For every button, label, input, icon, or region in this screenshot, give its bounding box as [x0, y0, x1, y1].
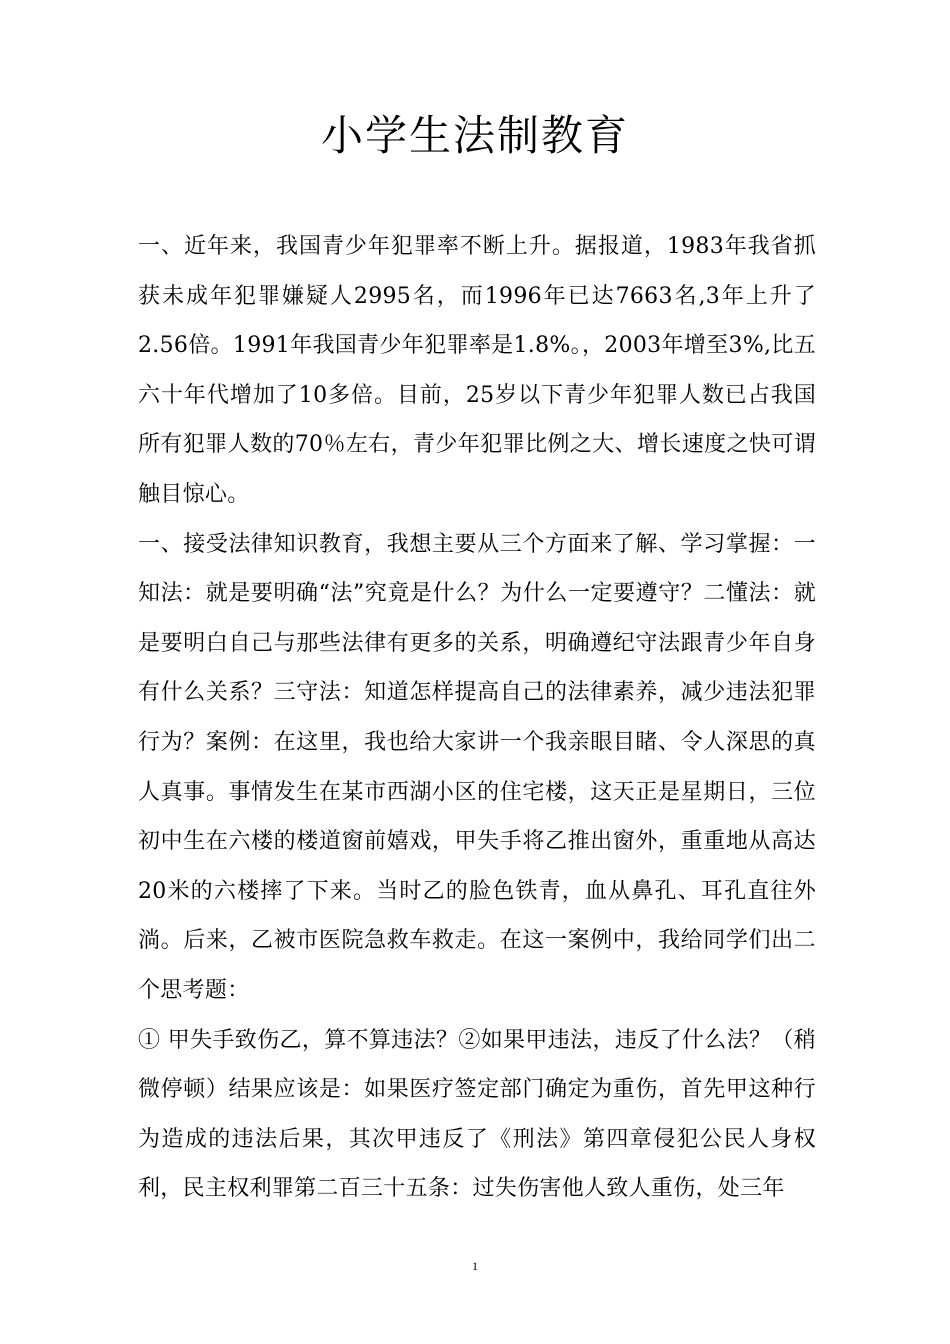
- page-number: 1: [472, 1259, 478, 1273]
- paragraph-crime-statistics: 一、近年来，我国青少年犯罪率不断上升。据报道，1983年我省抓获未成年犯罪嫌疑人2995名，而1996年已达7663名,3年上升了2.56倍。1991年我国青少年犯罪率是1.8%。，2003年增至3%,比五六十年代增加了10多倍。目前，25岁以下青少年犯罪人数已占我国所有犯罪人数的70％左右，青少年犯罪比例之大、增长速度之快可谓触目惊心。: [138, 234, 816, 507]
- paragraph-case-questions: ① 甲失手致伤乙，算不算违法？②如果甲违法，违反了什么法？（稍微停顿）结果应该是：如果医疗签定部门确定为重伤，首先甲这种行为造成的违法后果，其次甲违反了《刑法》第四章侵犯公民人身权利，民主权利罪第二百三十五条：过失伤害他人致人重伤，处三年: [138, 1027, 816, 1202]
- paragraph-legal-education-case: 一、接受法律知识教育，我想主要从三个方面来了解、学习掌握：一知法：就是要明确“法”究竟是什么？为什么一定要遵守？二懂法：就是要明白自己与那些法律有更多的关系，明确遵纪守法跟青少年自身有什么关系？三守法：知道怎样提高自己的法律素养，减少违法犯罪行为？案例：在这里，我也给大家讲一个我亲眼目睹、令人深思的真人真事。事情发生在某市西湖小区的住宅楼，这天正是星期日，三位初中生在六楼的楼道窗前嬉戏，甲失手将乙推出窗外，重重地从高达20米的六楼摔了下来。当时乙的脸色铁青，血从鼻孔、耳孔直往外淌。后来，乙被市医院急救车救走。在这一案例中，我给同学们出二个思考题：: [138, 531, 816, 1003]
- document-body: [138, 222, 816, 1214]
- document-title: 小学生法制教育: [320, 111, 629, 160]
